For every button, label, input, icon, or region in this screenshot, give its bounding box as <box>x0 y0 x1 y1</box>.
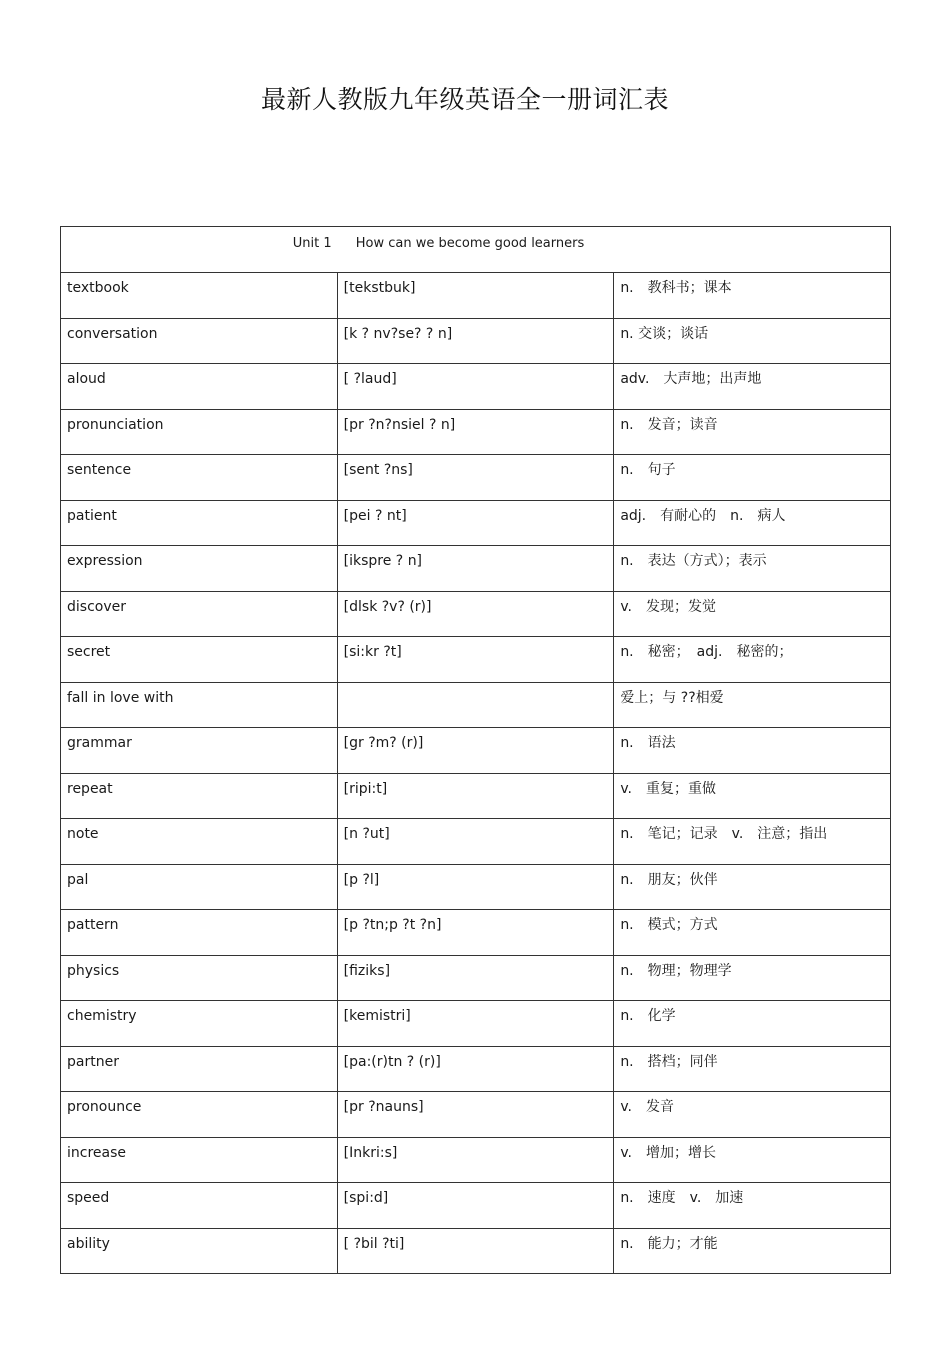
word-cell: conversation <box>61 318 338 364</box>
table-row <box>61 273 891 319</box>
unit-label: Unit 1 <box>292 236 332 251</box>
unit-title: How can we become good learners <box>355 236 585 251</box>
meaning-cell: n. 搭档；同伴 <box>614 1046 891 1092</box>
word-cell: grammar <box>61 728 338 774</box>
phonetic-cell: [pei ? nt] <box>337 500 614 546</box>
meaning-cell: 爱上；与 ??相爱 <box>614 682 891 728</box>
table-row <box>61 1228 891 1274</box>
phonetic-cell: [ ?bil ?ti] <box>337 1228 614 1274</box>
table-row <box>61 637 891 683</box>
word-cell: discover <box>61 591 338 637</box>
meaning-cell: n. 能力；才能 <box>614 1228 891 1274</box>
phonetic-cell: [k ? nv?se? ? n] <box>337 318 614 364</box>
phonetic-cell: [pa:(r)tn ? (r)] <box>337 1046 614 1092</box>
meaning-cell: n. 秘密； adj. 秘密的； <box>614 637 891 683</box>
word-cell: pal <box>61 864 338 910</box>
phonetic-cell: [spi:d] <box>337 1183 614 1229</box>
word-cell: sentence <box>61 455 338 501</box>
table-row <box>61 318 891 364</box>
table-row <box>61 455 891 501</box>
word-cell: pronounce <box>61 1092 338 1138</box>
meaning-cell: n. 化学 <box>614 1001 891 1047</box>
phonetic-cell: [dlsk ?v? (r)] <box>337 591 614 637</box>
meaning-cell: n. 物理；物理学 <box>614 955 891 1001</box>
phonetic-cell: [si:kr ?t] <box>337 637 614 683</box>
table-row <box>61 728 891 774</box>
meaning-cell: n. 模式；方式 <box>614 910 891 956</box>
phonetic-cell: [ ?laud] <box>337 364 614 410</box>
table-row <box>61 819 891 865</box>
phonetic-cell: [sent ?ns] <box>337 455 614 501</box>
table-row <box>61 1001 891 1047</box>
meaning-cell: n. 语法 <box>614 728 891 774</box>
table-row <box>61 1137 891 1183</box>
table-row <box>61 500 891 546</box>
table-row <box>61 864 891 910</box>
phonetic-cell: [pr ?n?nsiel ? n] <box>337 409 614 455</box>
meaning-cell: v. 重复；重做 <box>614 773 891 819</box>
word-cell: speed <box>61 1183 338 1229</box>
table-row <box>61 1092 891 1138</box>
meaning-cell: n. 发音；读音 <box>614 409 891 455</box>
table-row <box>61 773 891 819</box>
phonetic-cell: [n ?ut] <box>337 819 614 865</box>
table-row <box>61 409 891 455</box>
word-cell: pronunciation <box>61 409 338 455</box>
phonetic-cell: [ripi:t] <box>337 773 614 819</box>
word-cell: ability <box>61 1228 338 1274</box>
meaning-cell: n. 表达（方式）；表示 <box>614 546 891 592</box>
word-cell: patient <box>61 500 338 546</box>
meaning-cell: v. 发现；发觉 <box>614 591 891 637</box>
phonetic-cell: [Inkri:s] <box>337 1137 614 1183</box>
table-row <box>61 910 891 956</box>
word-cell: note <box>61 819 338 865</box>
meaning-cell: n. 朋友；伙伴 <box>614 864 891 910</box>
word-cell: physics <box>61 955 338 1001</box>
page-title: 最新人教版九年级英语全一册词汇表 <box>260 85 669 114</box>
phonetic-cell: [tekstbuk] <box>337 273 614 319</box>
vocabulary-table <box>60 226 891 1274</box>
word-cell: repeat <box>61 773 338 819</box>
word-cell: chemistry <box>61 1001 338 1047</box>
table-row <box>61 364 891 410</box>
meaning-cell: adj. 有耐心的 n. 病人 <box>614 500 891 546</box>
phonetic-cell: [kemistri] <box>337 1001 614 1047</box>
phonetic-cell: [ikspre ? n] <box>337 546 614 592</box>
meaning-cell: n. 速度 v. 加速 <box>614 1183 891 1229</box>
meaning-cell: v. 增加；增长 <box>614 1137 891 1183</box>
word-cell: partner <box>61 1046 338 1092</box>
phonetic-cell: [p ?l] <box>337 864 614 910</box>
word-cell: textbook <box>61 273 338 319</box>
table-row <box>61 682 891 728</box>
table-row <box>61 546 891 592</box>
meaning-cell: adv. 大声地；出声地 <box>614 364 891 410</box>
meaning-cell: n. 教科书；课本 <box>614 273 891 319</box>
word-cell: increase <box>61 1137 338 1183</box>
word-cell: expression <box>61 546 338 592</box>
table-row <box>61 955 891 1001</box>
table-row <box>61 591 891 637</box>
word-cell: pattern <box>61 910 338 956</box>
unit-header-row <box>61 227 891 273</box>
word-cell: secret <box>61 637 338 683</box>
phonetic-cell: [fiziks] <box>337 955 614 1001</box>
meaning-cell: n. 笔记；记录 v. 注意；指出 <box>614 819 891 865</box>
phonetic-cell: [pr ?nauns] <box>337 1092 614 1138</box>
phonetic-cell: [p ?tn;p ?t ?n] <box>337 910 614 956</box>
meaning-cell: n. 交谈；谈话 <box>614 318 891 364</box>
table-row <box>61 1046 891 1092</box>
unit-header-cell <box>61 227 891 273</box>
word-cell: fall in love with <box>61 682 338 728</box>
table-row <box>61 1183 891 1229</box>
word-cell: aloud <box>61 364 338 410</box>
phonetic-cell <box>337 682 614 728</box>
meaning-cell: v. 发音 <box>614 1092 891 1138</box>
meaning-cell: n. 句子 <box>614 455 891 501</box>
phonetic-cell: [gr ?m? (r)] <box>337 728 614 774</box>
